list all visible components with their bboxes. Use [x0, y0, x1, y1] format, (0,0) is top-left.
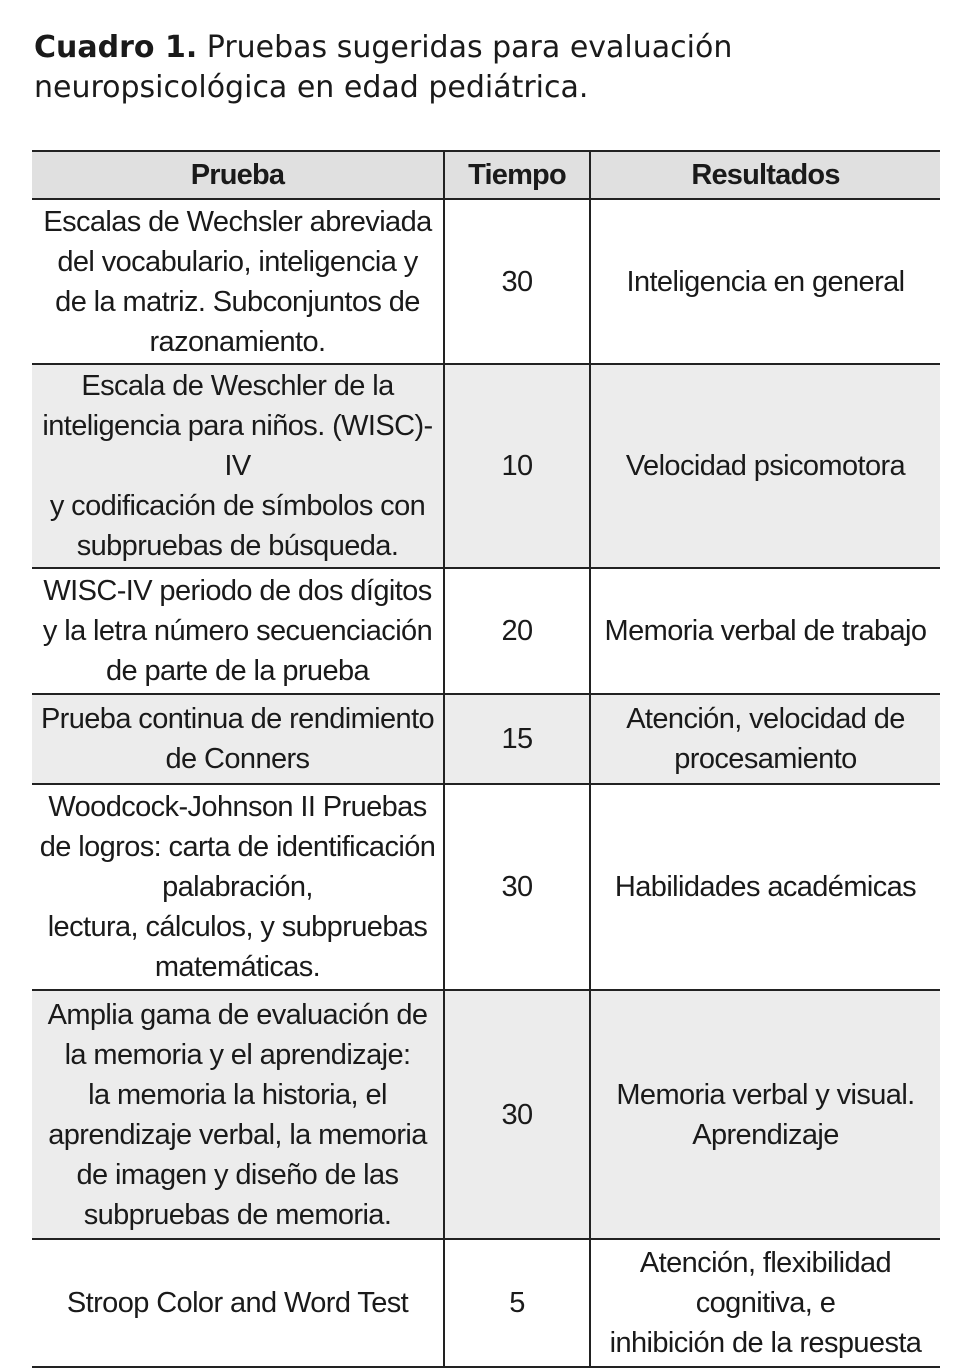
cell-tiempo: 30: [444, 199, 590, 364]
cell-resultados: Velocidad psicomotora: [590, 364, 940, 568]
cell-resultados: Memoria verbal de trabajo: [590, 568, 940, 694]
table-row: [32, 990, 940, 1239]
cell-resultados: Habilidades académicas: [590, 784, 940, 990]
cell-prueba: WISC-IV periodo de dos dígitos y la letra número secuenciación de parte de la prueba: [32, 568, 444, 694]
header-prueba: Prueba: [32, 151, 444, 199]
header-tiempo: Tiempo: [444, 151, 590, 199]
cell-prueba: Escala de Weschler de la inteligencia para niños. (WISC)-IV y codificación de símbolos con subpruebas de búsqueda.: [32, 364, 444, 568]
caption-label: Cuadro 1.: [34, 30, 198, 65]
cell-prueba: Prueba continua de rendimiento de Conners: [32, 694, 444, 784]
table-row: [32, 784, 940, 990]
cell-tiempo: 20: [444, 568, 590, 694]
table-row: [32, 1239, 940, 1367]
cell-resultados: Atención, velocidad de procesamiento: [590, 694, 940, 784]
table-row: [32, 694, 940, 784]
header-resultados: Resultados: [590, 151, 940, 199]
cell-tiempo: 15: [444, 694, 590, 784]
cell-resultados: Memoria verbal y visual. Aprendizaje: [590, 990, 940, 1239]
cell-tiempo: 30: [444, 784, 590, 990]
tests-table: [32, 150, 940, 1368]
cell-prueba: Woodcock-Johnson II Pruebas de logros: carta de identificación palabración, lectura, cálculos, y subpruebas matemáticas.: [32, 784, 444, 990]
cell-resultados: Inteligencia en general: [590, 199, 940, 364]
cell-prueba: Amplia gama de evaluación de la memoria y el aprendizaje: la memoria la historia, el aprendizaje verbal, la memoria de imagen y diseño de las subpruebas de memoria.: [32, 990, 444, 1239]
cell-tiempo: 5: [444, 1239, 590, 1367]
header-row: [32, 151, 940, 199]
table-row: [32, 364, 940, 568]
table-row: [32, 199, 940, 364]
cell-prueba: Stroop Color and Word Test: [32, 1239, 444, 1367]
cell-prueba: Escalas de Wechsler abreviada del vocabulario, inteligencia y de la matriz. Subconjuntos de razonamiento.: [32, 199, 444, 364]
cell-resultados: Atención, flexibilidad cognitiva, e inhibición de la respuesta: [590, 1239, 940, 1367]
cell-tiempo: 30: [444, 990, 590, 1239]
table-caption: [34, 28, 954, 108]
table-row: [32, 568, 940, 694]
cell-tiempo: 10: [444, 364, 590, 568]
caption-text: Pruebas sugeridas para evaluación neuropsicológica en edad pediátrica.: [34, 30, 733, 105]
